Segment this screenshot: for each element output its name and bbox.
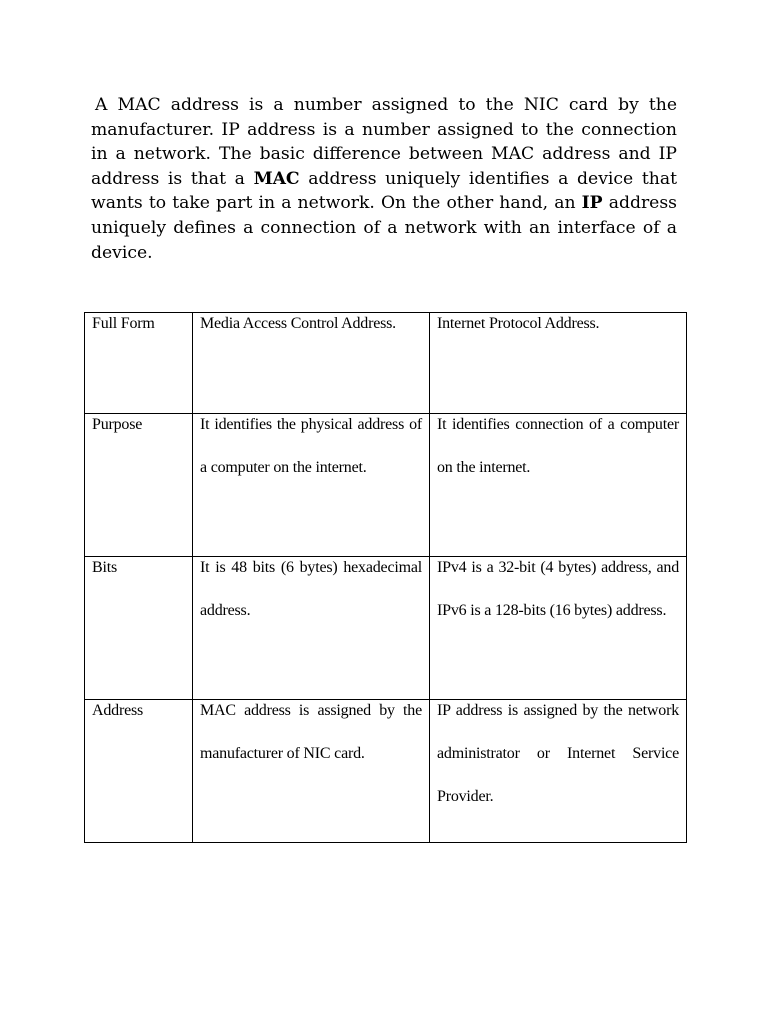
row-label-cell bbox=[85, 700, 193, 843]
mac-cell bbox=[193, 700, 430, 843]
mac-value: MAC address is assigned by the manufacturer of NIC card. bbox=[200, 702, 422, 762]
ip-value: IPv4 is a 32-bit (4 bytes) address, and IPv6 is a 128-bits (16 bytes) address. bbox=[437, 559, 679, 619]
mac-value: Media Access Control Address. bbox=[200, 315, 396, 332]
row-label: Full Form bbox=[92, 315, 155, 332]
intro-text-part1: A MAC address is a number assigned to the NIC card by the manufacturer. IP address is a number assigned to the connection in a network. The basic difference between MAC address and IP address is that a bbox=[91, 95, 677, 189]
mac-value: It identifies the physical address of a computer on the internet. bbox=[200, 416, 422, 476]
ip-cell bbox=[430, 414, 687, 557]
row-label-cell bbox=[85, 557, 193, 700]
comparison-table bbox=[84, 312, 687, 843]
table-row-purpose bbox=[85, 414, 687, 557]
row-label-cell bbox=[85, 313, 193, 414]
ip-value: IP address is assigned by the network administrator or Internet Service Provider. bbox=[437, 702, 679, 805]
mac-cell bbox=[193, 557, 430, 700]
ip-cell bbox=[430, 313, 687, 414]
mac-cell bbox=[193, 414, 430, 557]
mac-value: It is 48 bits (6 bytes) hexadecimal address. bbox=[200, 559, 422, 619]
ip-value: It identifies connection of a computer on the internet. bbox=[437, 416, 679, 476]
table-row-address bbox=[85, 700, 687, 843]
ip-value: Internet Protocol Address. bbox=[437, 315, 600, 332]
table-row-full-form bbox=[85, 313, 687, 414]
ip-cell bbox=[430, 557, 687, 700]
intro-text-part3: address uniquely defines a connection of a network with an interface of a device. bbox=[91, 193, 677, 263]
mac-cell bbox=[193, 313, 430, 414]
intro-bold-ip: IP bbox=[581, 193, 603, 214]
intro-text-part2: address uniquely identifies a device that wants to take part in a network. On the other hand, an bbox=[91, 168, 677, 214]
intro-paragraph bbox=[91, 93, 677, 265]
row-label: Bits bbox=[92, 559, 117, 576]
row-label: Address bbox=[92, 702, 144, 719]
row-label-cell bbox=[85, 414, 193, 557]
table-row-bits bbox=[85, 557, 687, 700]
ip-cell bbox=[430, 700, 687, 843]
intro-bold-mac: MAC bbox=[253, 168, 300, 189]
row-label: Purpose bbox=[92, 416, 143, 433]
